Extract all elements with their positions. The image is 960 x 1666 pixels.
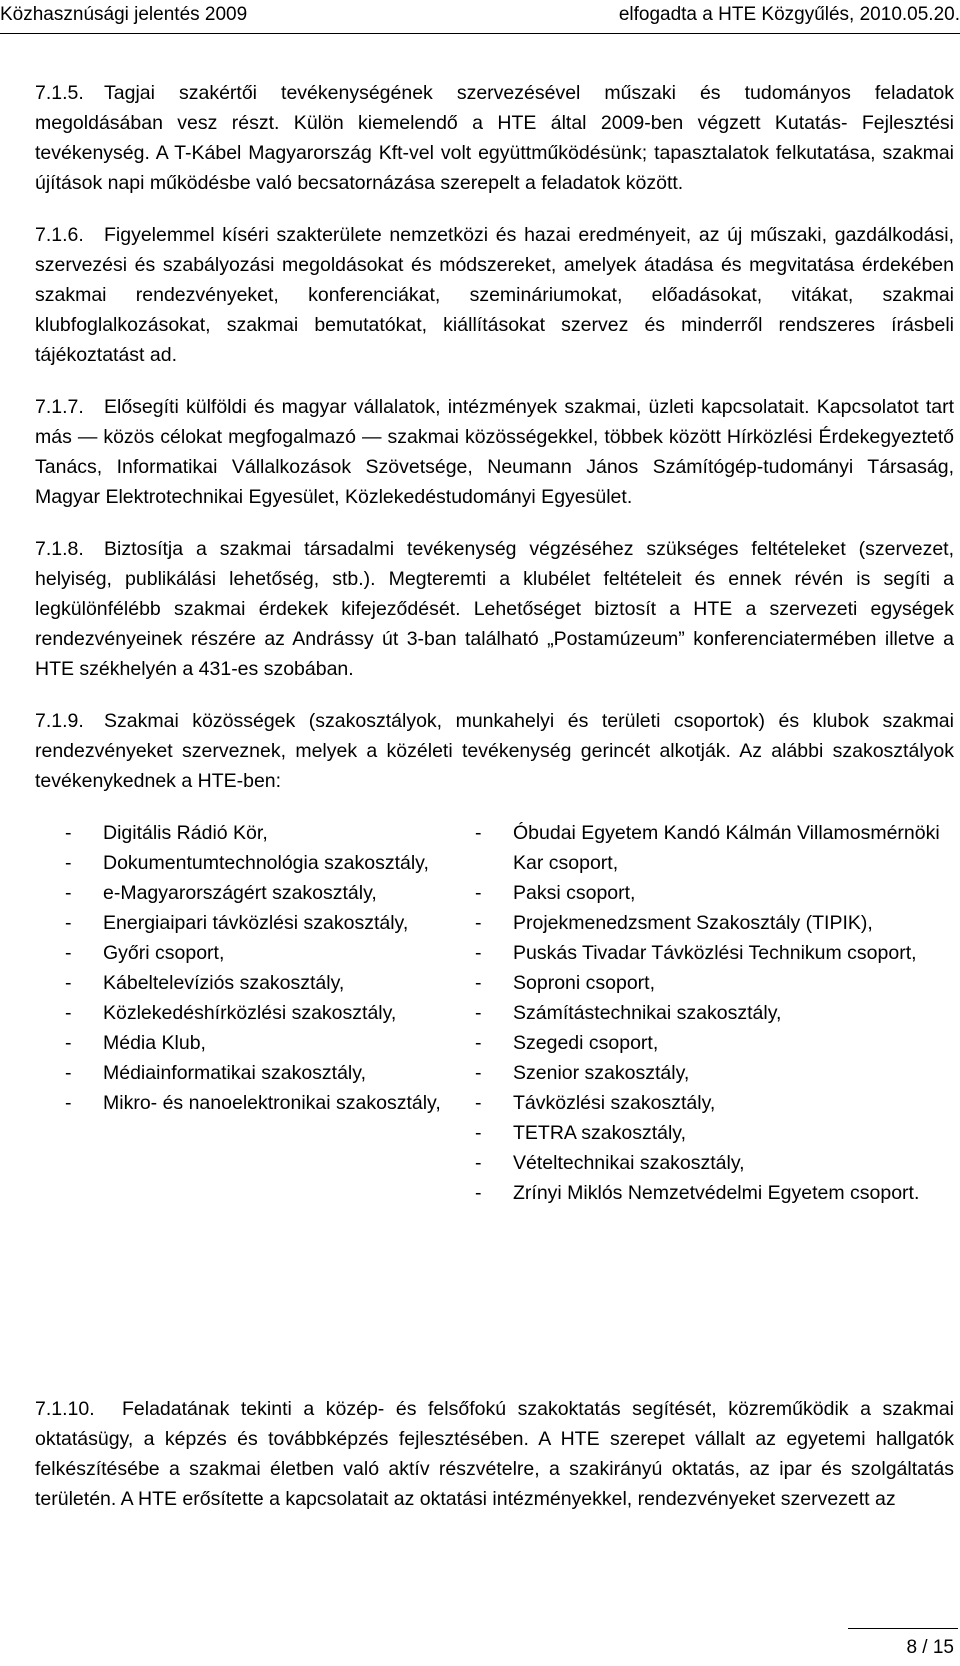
footer-rule — [848, 1628, 958, 1629]
paragraph-text: Feladatának tekinti a közép- és felsőfokú szakoktatás segítését, közreműködik a szakmai oktatásügy, a képzés és továbbképzés fejlesztésében. A HTE szerepet vállalt az egyetemi hallgatók felkészítésébe a szakmai életben való aktív részvételre, a szakirányú oktatás, az ipar és szolgáltatás területén. A HTE erősítette a kapcsolatait az oktatási intézményekkel, rendezvényeket szervezett az — [35, 1398, 954, 1510]
list-item: - Távközlési szakosztály, — [475, 1092, 716, 1114]
paragraph-number: 7.1.6. — [35, 224, 84, 246]
paragraph-number: 7.1.10. — [35, 1398, 95, 1420]
list-item: - Mikro- és nanoelektronikai szakosztály, — [65, 1092, 441, 1114]
list-item: - Energiaipari távközlési szakosztály, — [65, 912, 409, 934]
list-item: - Puskás Tivadar Távközlési Technikum csoport, — [475, 942, 917, 964]
paragraph-7-1-7 — [35, 392, 954, 512]
paragraph-text: Figyelemmel kíséri szakterülete nemzetközi és hazai eredményeit, az új műszaki, gazdálkodási, szervezési és szabályozási megoldásokat és módszereket, amelyek átadása és megvitatása érdekében szakmai rendezvényeket, konferenciákat, szemináriumokat, előadásokat, vitákat, szakmai klubfoglalkozásokat, szakmai bemutatókat, kiállításokat szervez és minderről rendszeres írásbeli tájékoztatást ad. — [35, 224, 954, 366]
paragraph-number: 7.1.5. — [35, 82, 84, 104]
paragraph-number: 7.1.7. — [35, 396, 84, 418]
paragraph-text: Szakmai közösségek (szakosztályok, munkahelyi és területi csoportok) és klubok szakmai rendezvényeket szerveznek, melyek a közéleti tevékenység gerincét alkotják. Az alábbi szakosztályok tevékenykednek a HTE-ben: — [35, 710, 954, 792]
list-item: - Számítástechnikai szakosztály, — [475, 1002, 782, 1024]
list-item: - Vételtechnikai szakosztály, — [475, 1152, 745, 1174]
list-item: - Médiainformatikai szakosztály, — [65, 1062, 366, 1084]
section-list-left — [65, 818, 445, 1118]
document-body — [35, 78, 954, 1536]
paragraph-number: 7.1.8. — [35, 538, 84, 560]
list-item: - TETRA szakosztály, — [475, 1122, 687, 1144]
list-item: - Óbudai Egyetem Kandó Kálmán Villamosmérnöki Kar csoport, — [475, 822, 940, 874]
paragraph-number: 7.1.9. — [35, 710, 84, 732]
section-lists — [35, 818, 954, 1372]
list-item: - Média Klub, — [65, 1032, 206, 1054]
list-item: - Kábeltelevíziós szakosztály, — [65, 972, 345, 994]
page-number: 8 / 15 — [906, 1637, 954, 1658]
list-item: - Dokumentumtechnológia szakosztály, — [65, 852, 429, 874]
list-item: - e-Magyarországért szakosztály, — [65, 882, 377, 904]
list-item: - Projekmenedzsment Szakosztály (TIPIK), — [475, 912, 873, 934]
paragraph-text: Biztosítja a szakmai társadalmi tevékenység végzéséhez szükséges feltételeket (szervezet, helyiség, publikálási lehetőség, stb.). Megteremti a klubélet feltételeit és ennek révén is segíti a legkülönfélébb szakmai érdekek kifejeződését. Lehetőséget biztosít a HTE a szervezeti egységek rendezvényeinek részére az Andrássy út 3-ban található „Postamúzeum” konferenciatermében illetve a HTE székhelyén a 431-es szobában. — [35, 538, 954, 680]
paragraph-text: Tagjai szakértői tevékenységének szervezésével műszaki és tudományos feladatok megoldásában vesz részt. Külön kiemelendő a HTE által 2009-ben végzett Kutatás- Fejlesztési tevékenység. A T-Kábel Magyarország Kft-vel volt együttműködésünk; tapasztalatok felkutatása, szakmai újítások napi működésbe való becsatornázása szerepelt a feladatok között. — [35, 82, 954, 194]
paragraph-7-1-9 — [35, 706, 954, 796]
section-list-right — [475, 818, 945, 1208]
header-rule — [0, 33, 960, 34]
list-item: - Szegedi csoport, — [475, 1032, 659, 1054]
list-item: - Szenior szakosztály, — [475, 1062, 690, 1084]
paragraph-7-1-6 — [35, 220, 954, 370]
page-header — [0, 0, 960, 40]
paragraph-text: Elősegíti külföldi és magyar vállalatok, intézmények szakmai, üzleti kapcsolatait. Kapcsolatot tart más — közös célokat megfogalmazó — szakmai közösségekkel, többek között Hírközlési Érdekegyeztető Tanács, Informatikai Vállalkozások Szövetsége, Neumann János Számítógép-tudományi Társaság, Magyar Elektrotechnikai Egyesület, Közlekedéstudományi Egyesület. — [35, 396, 954, 508]
list-item: - Közlekedéshírközlési szakosztály, — [65, 1002, 397, 1024]
list-item: - Paksi csoport, — [475, 882, 636, 904]
list-item: - Győri csoport, — [65, 942, 225, 964]
header-approval: elfogadta a HTE Közgyűlés, 2010.05.20. — [618, 4, 960, 25]
paragraph-7-1-8 — [35, 534, 954, 684]
list-item: - Zrínyi Miklós Nemzetvédelmi Egyetem csoport. — [475, 1182, 920, 1204]
header-title: Közhasznúsági jelentés 2009 — [0, 4, 248, 25]
list-item: - Soproni csoport, — [475, 972, 655, 994]
paragraph-7-1-10 — [35, 1394, 954, 1514]
paragraph-7-1-5 — [35, 78, 954, 198]
list-item: - Digitális Rádió Kör, — [65, 822, 268, 844]
